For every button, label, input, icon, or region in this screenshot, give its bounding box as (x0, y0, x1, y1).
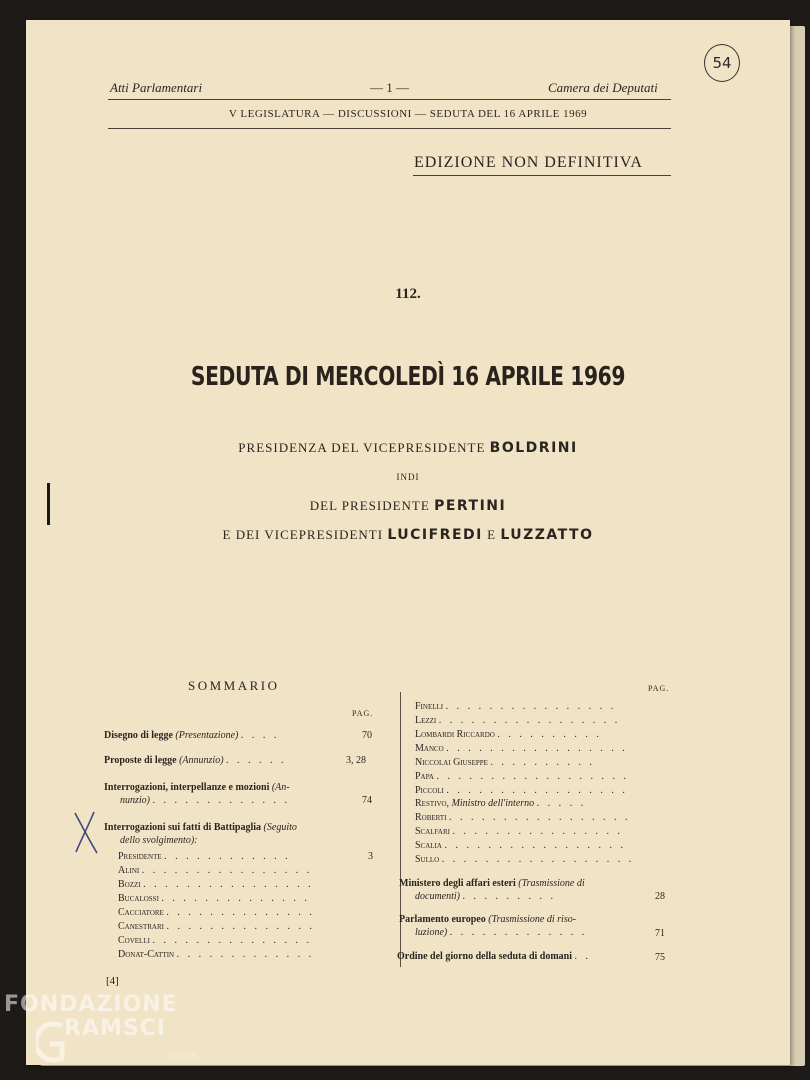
summary-entry-cont: documenti) . . . . . . . . . (415, 891, 556, 902)
vicepresidents-and: E (487, 527, 497, 542)
column-divider (400, 692, 401, 967)
speaker-item: Covelli . . . . . . . . . . . . . . . (118, 935, 312, 946)
president-name: PERTINI (434, 498, 507, 514)
left-pag-label: PAG. (352, 709, 374, 718)
header-left: Atti Parlamentari (110, 80, 203, 95)
summary-title: SOMMARIO (188, 678, 280, 693)
presidency-line-1 (26, 440, 790, 456)
edition-label: EDIZIONE NON DEFINITIVA (414, 154, 643, 171)
speaker-item: Scalia . . . . . . . . . . . . . . . . . (415, 840, 626, 851)
speaker-item: Scalfari . . . . . . . . . . . . . . . . (415, 826, 623, 837)
speaker-item: Lombardi Riccardo . . . . . . . . . . (415, 729, 602, 740)
subheader: V LEGISLATURA — DISCUSSIONI — SEDUTA DEL 16 APRILE 1969 (228, 108, 588, 120)
handwritten-cross-mark (72, 810, 100, 856)
header-rule (108, 99, 671, 100)
right-pag-label: PAG. (648, 684, 670, 693)
vicepresident-name-1: LUCIFREDI (387, 527, 483, 543)
session-title: SEDUTA DI MERCOLEDÌ 16 APRILE 1969 (190, 362, 626, 392)
summary-entry: Ministero degli affari esteri (Trasmissione di (399, 878, 585, 889)
watermark-line-3: onlus (166, 1050, 198, 1061)
watermark-line-1: FONDAZIONE (4, 992, 178, 1017)
summary-entry-page: 75 (655, 952, 665, 963)
speaker-item: Cacciatore . . . . . . . . . . . . . . (118, 907, 315, 918)
speaker-page: 3 (368, 851, 373, 862)
speaker-item: Presidente . . . . . . . . . . . . (118, 851, 291, 862)
speaker-item: Canestrari . . . . . . . . . . . . . . (118, 921, 315, 932)
speaker-item: Bucalossi . . . . . . . . . . . . . . (118, 893, 310, 904)
watermark-line-2: RAMSCI (64, 1016, 167, 1041)
summary-entry-page: 3, 28 (346, 755, 366, 766)
edition-underline (413, 175, 671, 176)
presidency-name: BOLDRINI (489, 440, 578, 456)
speaker-item: Piccoli . . . . . . . . . . . . . . . . . (415, 785, 628, 796)
speaker-item: Finelli . . . . . . . . . . . . . . . . (415, 701, 617, 712)
speaker-item: Manco . . . . . . . . . . . . . . . . . (415, 743, 628, 754)
summary-entry: Disegno di legge (Presentazione) . . . . (104, 730, 280, 741)
summary-entry-page: 28 (655, 891, 665, 902)
speaker-item: Restivo, Ministro dell'interno . . . . . (415, 798, 587, 809)
speaker-item: Papa . . . . . . . . . . . . . . . . . . (415, 771, 629, 782)
speaker-item: Niccolai Giuseppe . . . . . . . . . . (415, 757, 595, 768)
summary-entry-page: 70 (362, 730, 372, 741)
document-page (26, 20, 790, 1065)
header-right: Camera dei Deputati (548, 80, 658, 95)
speaker-item: Sullo . . . . . . . . . . . . . . . . . . (415, 854, 635, 865)
watermark-g-logo (36, 1016, 66, 1068)
header-center: — 1 — (370, 80, 409, 95)
summary-entry: Proposte di legge (Annunzio) . . . . . . (104, 755, 287, 766)
speaker-item: Lezzi . . . . . . . . . . . . . . . . . (415, 715, 621, 726)
presidency-prefix: PRESIDENZA DEL VICEPRESIDENTE (238, 440, 486, 455)
summary-entry-page: 74 (362, 795, 372, 806)
summary-entry-cont: nunzio) . . . . . . . . . . . . . (120, 795, 290, 806)
page-number: [4] (106, 975, 119, 987)
presidency-line-2: INDI (396, 472, 420, 482)
vicepresident-name-2: LUZZATTO (500, 527, 594, 543)
presidency-line-4 (26, 527, 790, 543)
margin-mark (47, 483, 50, 525)
speaker-item: Alini . . . . . . . . . . . . . . . . (118, 865, 313, 876)
summary-entry-cont: dello svolgimento): (120, 835, 198, 846)
presidency-line-3 (26, 498, 790, 514)
speaker-item: Bozzi . . . . . . . . . . . . . . . . (118, 879, 314, 890)
subheader-rule (108, 128, 671, 129)
president-prefix: DEL PRESIDENTE (309, 498, 430, 513)
speaker-item: Donat-Cattin . . . . . . . . . . . . . (118, 949, 315, 960)
summary-entry: Ordine del giorno della seduta di domani . . (397, 951, 592, 962)
vicepresidents-prefix: E DEI VICEPRESIDENTI (222, 527, 384, 542)
summary-entry: Interrogazioni, interpellanze e mozioni (An- (104, 782, 290, 793)
summary-entry: Parlamento europeo (Trasmissione di riso- (399, 914, 577, 925)
summary-entry-page: 71 (655, 928, 665, 939)
summary-entry-cont: luzione) . . . . . . . . . . . . . (415, 927, 588, 938)
session-number: 112. (395, 286, 421, 302)
speaker-item: Roberti . . . . . . . . . . . . . . . . . (415, 812, 631, 823)
archive-stamp: 54 (704, 44, 740, 82)
summary-entry: Interrogazioni sui fatti di Battipaglia (Seguito (104, 822, 297, 833)
